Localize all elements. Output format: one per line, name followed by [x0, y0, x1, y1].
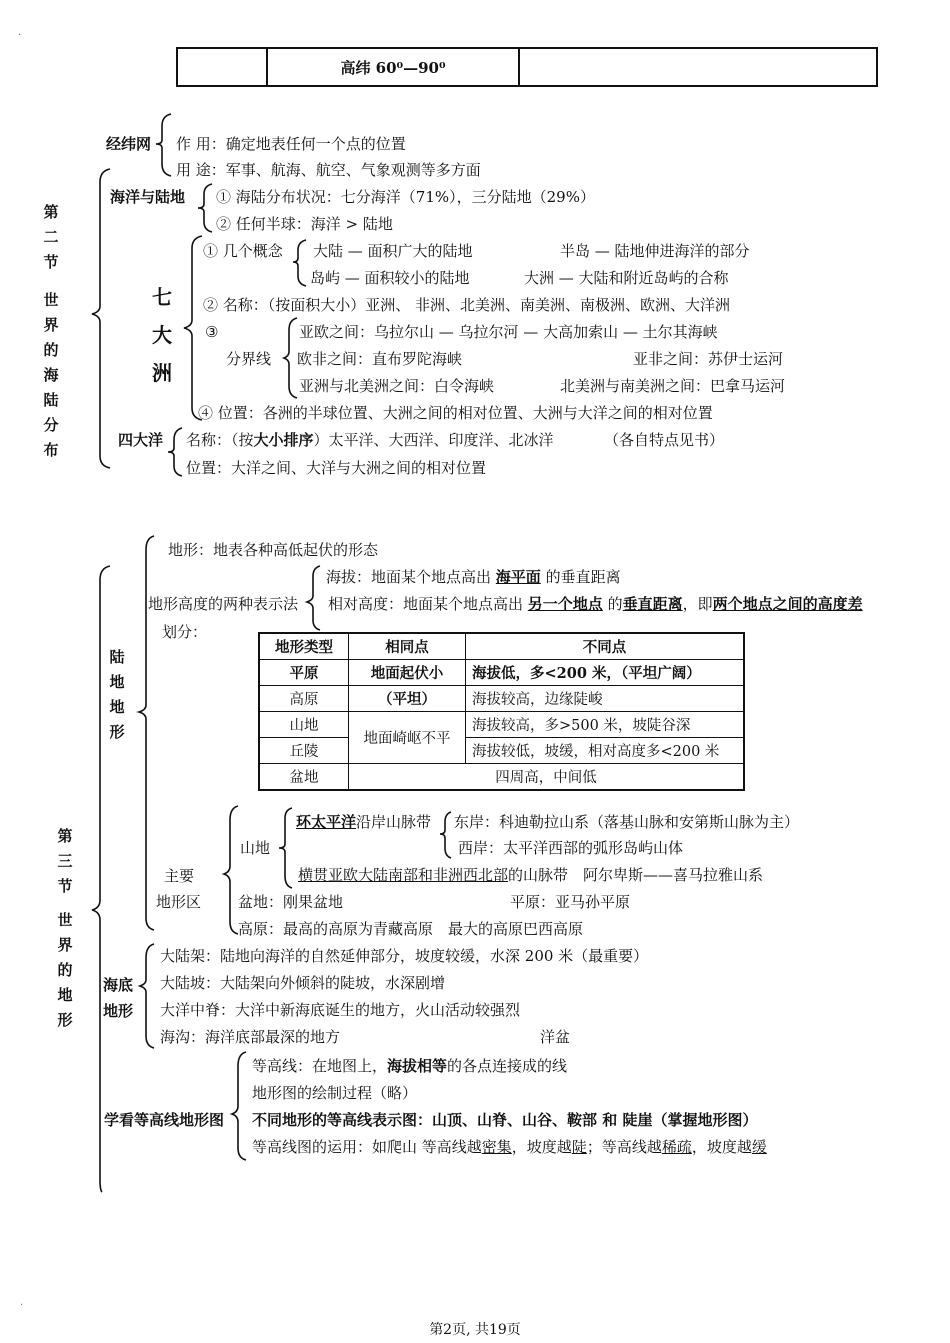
top-table: [176, 47, 878, 87]
huafen-label: 划分：: [162, 623, 208, 641]
corner-mark: ·: [18, 30, 22, 41]
concept-item: 岛屿 — 面积较小的陆地: [310, 269, 470, 287]
jingwei-item: 作 用：确定地表任何一个点的位置: [176, 135, 406, 153]
boundary-item: 北美洲与南美洲之间：巴拿马运河: [560, 377, 786, 395]
text: ）太平洋、大西洋、印度洋、北冰洋: [313, 431, 554, 449]
boundary-label: 分界线: [226, 350, 272, 368]
text: 稀疏: [661, 1138, 692, 1156]
table-row: [259, 712, 744, 738]
seabed-title: 海底地形: [102, 976, 133, 1020]
text: 海拔相等: [387, 1057, 448, 1075]
seabed-item: 大陆坡：大陆架向外倾斜的陡坡，水深剧增: [160, 974, 446, 992]
page-number: 第2页, 共19页: [429, 1322, 521, 1338]
regions-title: 地形区: [156, 893, 202, 911]
table-row: [259, 764, 744, 791]
table-row: [259, 686, 744, 712]
concept-label: ① 几个概念: [203, 242, 283, 260]
boundary-item: 亚洲与北美洲之间：白令海峡: [299, 377, 495, 395]
table-cell: 高原: [259, 686, 349, 712]
relative-height-def: [328, 594, 863, 614]
oceans-names: [186, 430, 554, 450]
haiba-def: [326, 567, 621, 587]
text: ，即: [682, 595, 713, 613]
text: 大小排序: [253, 431, 314, 449]
table-cell: （平坦）: [349, 686, 466, 712]
table-header: 相同点: [349, 633, 466, 660]
table-cell: 四周高，中间低: [349, 764, 745, 791]
sea-land-item: ② 任何半球：海洋 > 陆地: [216, 215, 393, 233]
corner-mark: ·: [20, 1300, 24, 1311]
text: 缓: [751, 1138, 767, 1156]
oceans-title: 四大洋: [118, 431, 164, 449]
concept-item: 大洲 — 大陆和附近岛屿的合称: [524, 269, 729, 287]
table-header: 地形类型: [259, 633, 349, 660]
sea-land-item: ① 海陆分布状况：七分海洋（71%），三分陆地（29%）: [216, 188, 595, 206]
contour-item: 地形图的绘制过程（略）: [252, 1084, 418, 1102]
boundary-item: 亚非之间：苏伊士运河: [633, 350, 784, 368]
text: 相对高度：地面某个地点高出: [328, 595, 524, 613]
text: 另一个地点: [527, 595, 603, 613]
section2-label: 第二节: [43, 203, 59, 271]
top-table-cell: 高纬 60⁰—90⁰: [267, 48, 519, 86]
jingwei-item: 用 途：军事、航海、航空、气象观测等多方面: [176, 161, 481, 179]
contour-item: 不同地形的等高线表示图：山顶、山脊、山谷、鞍部 和 陡崖（掌握地形图）: [252, 1111, 758, 1129]
text: 的山脉带 阿尔卑斯——喜马拉雅山系: [508, 866, 764, 884]
jingwei-title: 经纬网: [106, 135, 152, 153]
land-terrain-title: 陆地地形: [109, 648, 125, 741]
text: 等高线：在地图上，: [252, 1057, 388, 1075]
seabed-item: 大洋中脊：大洋中新海底诞生的地方，火山活动较强烈: [160, 1001, 521, 1019]
text: 环太平洋: [296, 813, 357, 831]
table-cell: 平原: [259, 660, 349, 686]
sea-land-title: 海洋与陆地: [110, 188, 186, 206]
seabed-item: 海沟：海洋底部最深的地方: [160, 1028, 341, 1046]
table-cell: 山地: [259, 712, 349, 738]
table-cell: 地面起伏小: [349, 660, 466, 686]
contour-item: [252, 1137, 767, 1157]
section2-title: 世界的海陆分布: [43, 291, 59, 459]
table-cell: 丘陵: [259, 738, 349, 764]
text: 横贯亚欧大陆南部和非洲西北部: [298, 866, 509, 884]
table-cell: 地面崎岖不平: [349, 712, 466, 764]
basin-item: 盆地：刚果盆地: [238, 893, 344, 911]
oceans-position: 位置：大洋之间、大洋与大洲之间的相对位置: [186, 459, 487, 477]
table-row: [259, 633, 744, 660]
eurasia-belt: [298, 865, 763, 885]
text: 的各点连接成的线: [447, 1057, 568, 1075]
continent-position: ④ 位置：各洲的半球位置、大洲之间的相对位置、大洲与大洋之间的相对位置: [198, 404, 713, 422]
regions-title: 主要: [164, 867, 195, 885]
top-table-cell: [519, 48, 877, 86]
text: 名称：（按: [186, 431, 254, 449]
table-cell: 海拔较高，多>500 米，坡陡谷深: [466, 712, 745, 738]
seabed-item: 大陆架：陆地向海洋的自然延伸部分，坡度较缓，水深 200 米（最重要）: [160, 947, 649, 965]
plateau-item: 高原：最高的高原为青藏高原 最大的高原巴西高原: [238, 920, 584, 938]
pacific-belt: [296, 812, 431, 832]
concept-item: 大陆 — 面积广大的陆地: [313, 242, 473, 260]
text: ，坡度越: [511, 1138, 572, 1156]
text: 的垂直距离: [545, 568, 621, 586]
table-row: [259, 660, 744, 686]
table-cell: 海拔较低，坡缓，相对高度多<200 米: [466, 738, 745, 764]
boundary-item: 亚欧之间：乌拉尔山 — 乌拉尔河 — 大高加索山 — 土尔其海峡: [299, 323, 718, 341]
top-table-cell: [177, 48, 267, 86]
text: 两个地点之间的高度差: [712, 595, 863, 613]
shandi-label: 山地: [240, 839, 271, 857]
dixing-def: 地形：地表各种高低起伏的形态: [168, 541, 379, 559]
west-coast: 西岸：太平洋西部的弧形岛屿山体: [458, 839, 684, 857]
contour-title: 学看等高线地形图: [104, 1111, 225, 1129]
section3-title: 世界的地形: [57, 911, 73, 1029]
table-cell: 海拔较高，边缘陡峻: [466, 686, 745, 712]
text: 海平面: [495, 568, 541, 586]
continent-names: ② 名称：（按面积大小）亚洲、 非洲、北美洲、南美洲、南极洲、欧洲、大洋洲: [203, 296, 731, 314]
text: 陡: [571, 1138, 587, 1156]
seabed-item: 洋盆: [540, 1028, 571, 1046]
text: 沿岸山脉带: [356, 813, 432, 831]
text: ，坡度越: [691, 1138, 752, 1156]
text: 等高线图的运用：如爬山 等高线越: [252, 1138, 482, 1156]
text: 的: [607, 595, 623, 613]
table-header: 不同点: [466, 633, 745, 660]
plain-item: 平原：亚马孙平原: [510, 893, 631, 911]
text: 密集: [481, 1138, 512, 1156]
contour-item: [252, 1056, 567, 1076]
section3-label: 第三节: [57, 827, 73, 895]
table-cell: 盆地: [259, 764, 349, 791]
terrain-table: [258, 632, 745, 791]
text: 海拔：地面某个地点高出: [326, 568, 492, 586]
text: ；等高线越: [586, 1138, 662, 1156]
east-coast: 东岸：科迪勒拉山系（落基山脉和安第斯山脉为主）: [454, 813, 800, 831]
oceans-note: （各自特点见书）: [604, 431, 725, 449]
table-cell: 海拔低，多<200 米，（平坦广阔）: [466, 660, 745, 686]
boundary-num: ③: [205, 323, 219, 341]
two-methods: 地形高度的两种表示法: [148, 595, 299, 613]
concept-item: 半岛 — 陆地伸进海洋的部分: [560, 242, 750, 260]
table-row: [259, 738, 744, 764]
boundary-item: 欧非之间：直布罗陀海峡: [297, 350, 463, 368]
seven-continents-title: 七大洲: [152, 285, 172, 385]
text: 垂直距离: [622, 595, 683, 613]
